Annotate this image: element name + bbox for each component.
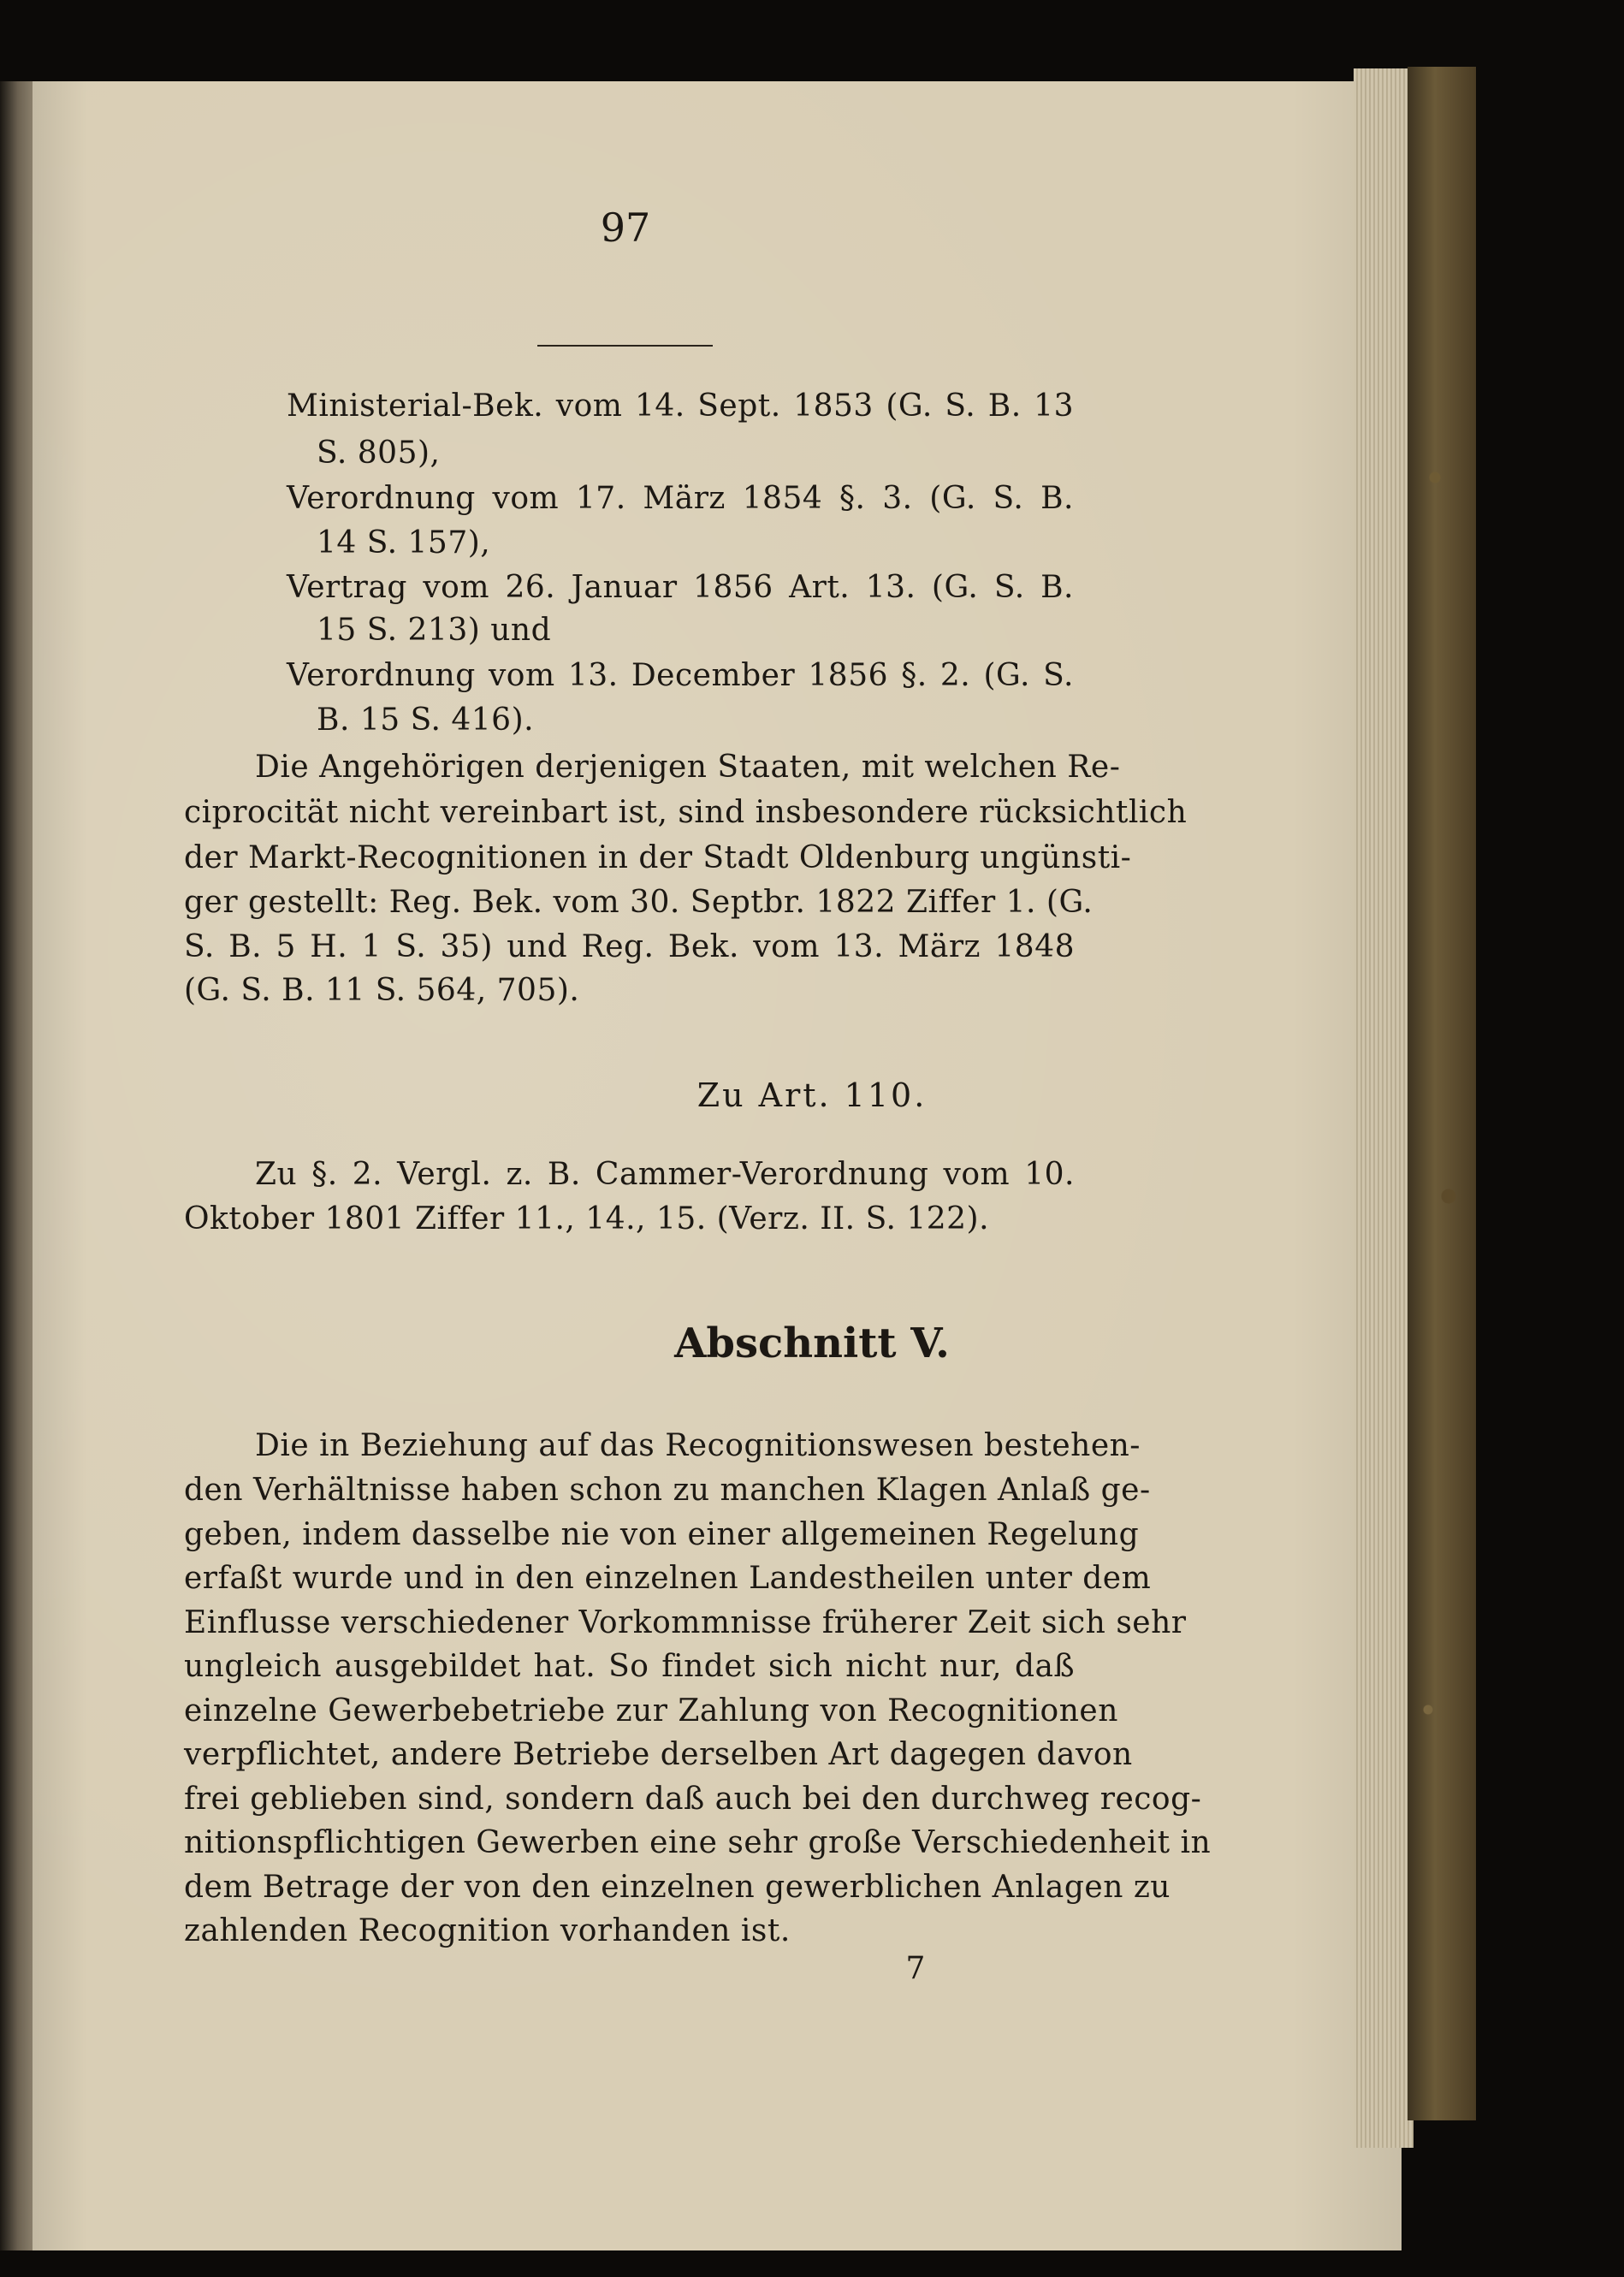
paragraph-line: Zu §. 2. Vergl. z. B. Cammer-Verordnung vom 10.: [255, 1157, 1075, 1192]
section-heading: Abschnitt V.: [674, 1319, 950, 1367]
paragraph-line: ciprocität nicht vereinbart ist, sind insbesondere rücksichtlich: [184, 795, 1188, 830]
reference-line: 14 S. 157),: [317, 525, 491, 560]
paragraph-line: frei geblieben sind, sondern daß auch bei den durchweg recog-: [184, 1782, 1202, 1817]
paragraph-line: dem Betrage der von den einzelnen gewerblichen Anlagen zu: [184, 1870, 1171, 1905]
paragraph-line: (G. S. B. 11 S. 564, 705).: [184, 973, 580, 1008]
paragraph-line: ger gestellt: Reg. Bek. vom 30. Septbr. 1822 Ziffer 1. (G.: [184, 885, 1094, 920]
paragraph-line: Oktober 1801 Ziffer 11., 14., 15. (Verz. II. S. 122).: [184, 1201, 990, 1236]
paragraph-line: erfaßt wurde und in den einzelnen Landestheilen unter dem: [184, 1561, 1152, 1596]
signature-mark: 7: [905, 1951, 926, 1986]
paragraph-line: S. B. 5 H. 1 S. 35) und Reg. Bek. vom 13. März 1848: [184, 929, 1075, 964]
paragraph-line: einzelne Gewerbebetriebe zur Zahlung von Recognitionen: [184, 1693, 1118, 1729]
paragraph-line: geben, indem dasselbe nie von einer allgemeinen Regelung: [184, 1517, 1140, 1552]
paragraph-line: zahlenden Recognition vorhanden ist.: [184, 1913, 791, 1948]
reference-line: B. 15 S. 416).: [317, 703, 535, 738]
page-number: 97: [600, 205, 651, 251]
header-rule: [537, 345, 713, 347]
paragraph-line: der Markt-Recognitionen in der Stadt Oldenburg ungünsti-: [184, 840, 1132, 875]
paragraph-line: verpflichtet, andere Betriebe derselben Art dagegen davon: [184, 1737, 1133, 1772]
article-heading: Zu Art. 110.: [696, 1076, 928, 1114]
reference-line: S. 805),: [317, 436, 441, 471]
reference-line: Vertrag vom 26. Januar 1856 Art. 13. (G. S. B.: [287, 570, 1074, 605]
paragraph-line: Einflusse verschiedener Vorkommnisse früherer Zeit sich sehr: [184, 1605, 1187, 1640]
paragraph-line: Die Angehörigen derjenigen Staaten, mit welchen Re-: [255, 750, 1121, 785]
reference-line: Verordnung vom 17. März 1854 §. 3. (G. S. B.: [287, 481, 1074, 516]
reference-line: Ministerial-Bek. vom 14. Sept. 1853 (G. S. B. 13: [287, 388, 1074, 424]
paragraph-line: Die in Beziehung auf das Recognitionswesen bestehen-: [255, 1428, 1141, 1463]
reference-line: 15 S. 213) und: [317, 613, 552, 648]
paragraph-line: den Verhältnisse haben schon zu manchen Klagen Anlaß ge-: [184, 1473, 1151, 1508]
paragraph-line: nitionspflichtigen Gewerben eine sehr große Verschiedenheit in: [184, 1825, 1212, 1860]
paragraph-line: ungleich ausgebildet hat. So findet sich nicht nur, daß: [184, 1649, 1075, 1684]
reference-line: Verordnung vom 13. December 1856 §. 2. (G. S.: [287, 658, 1074, 693]
